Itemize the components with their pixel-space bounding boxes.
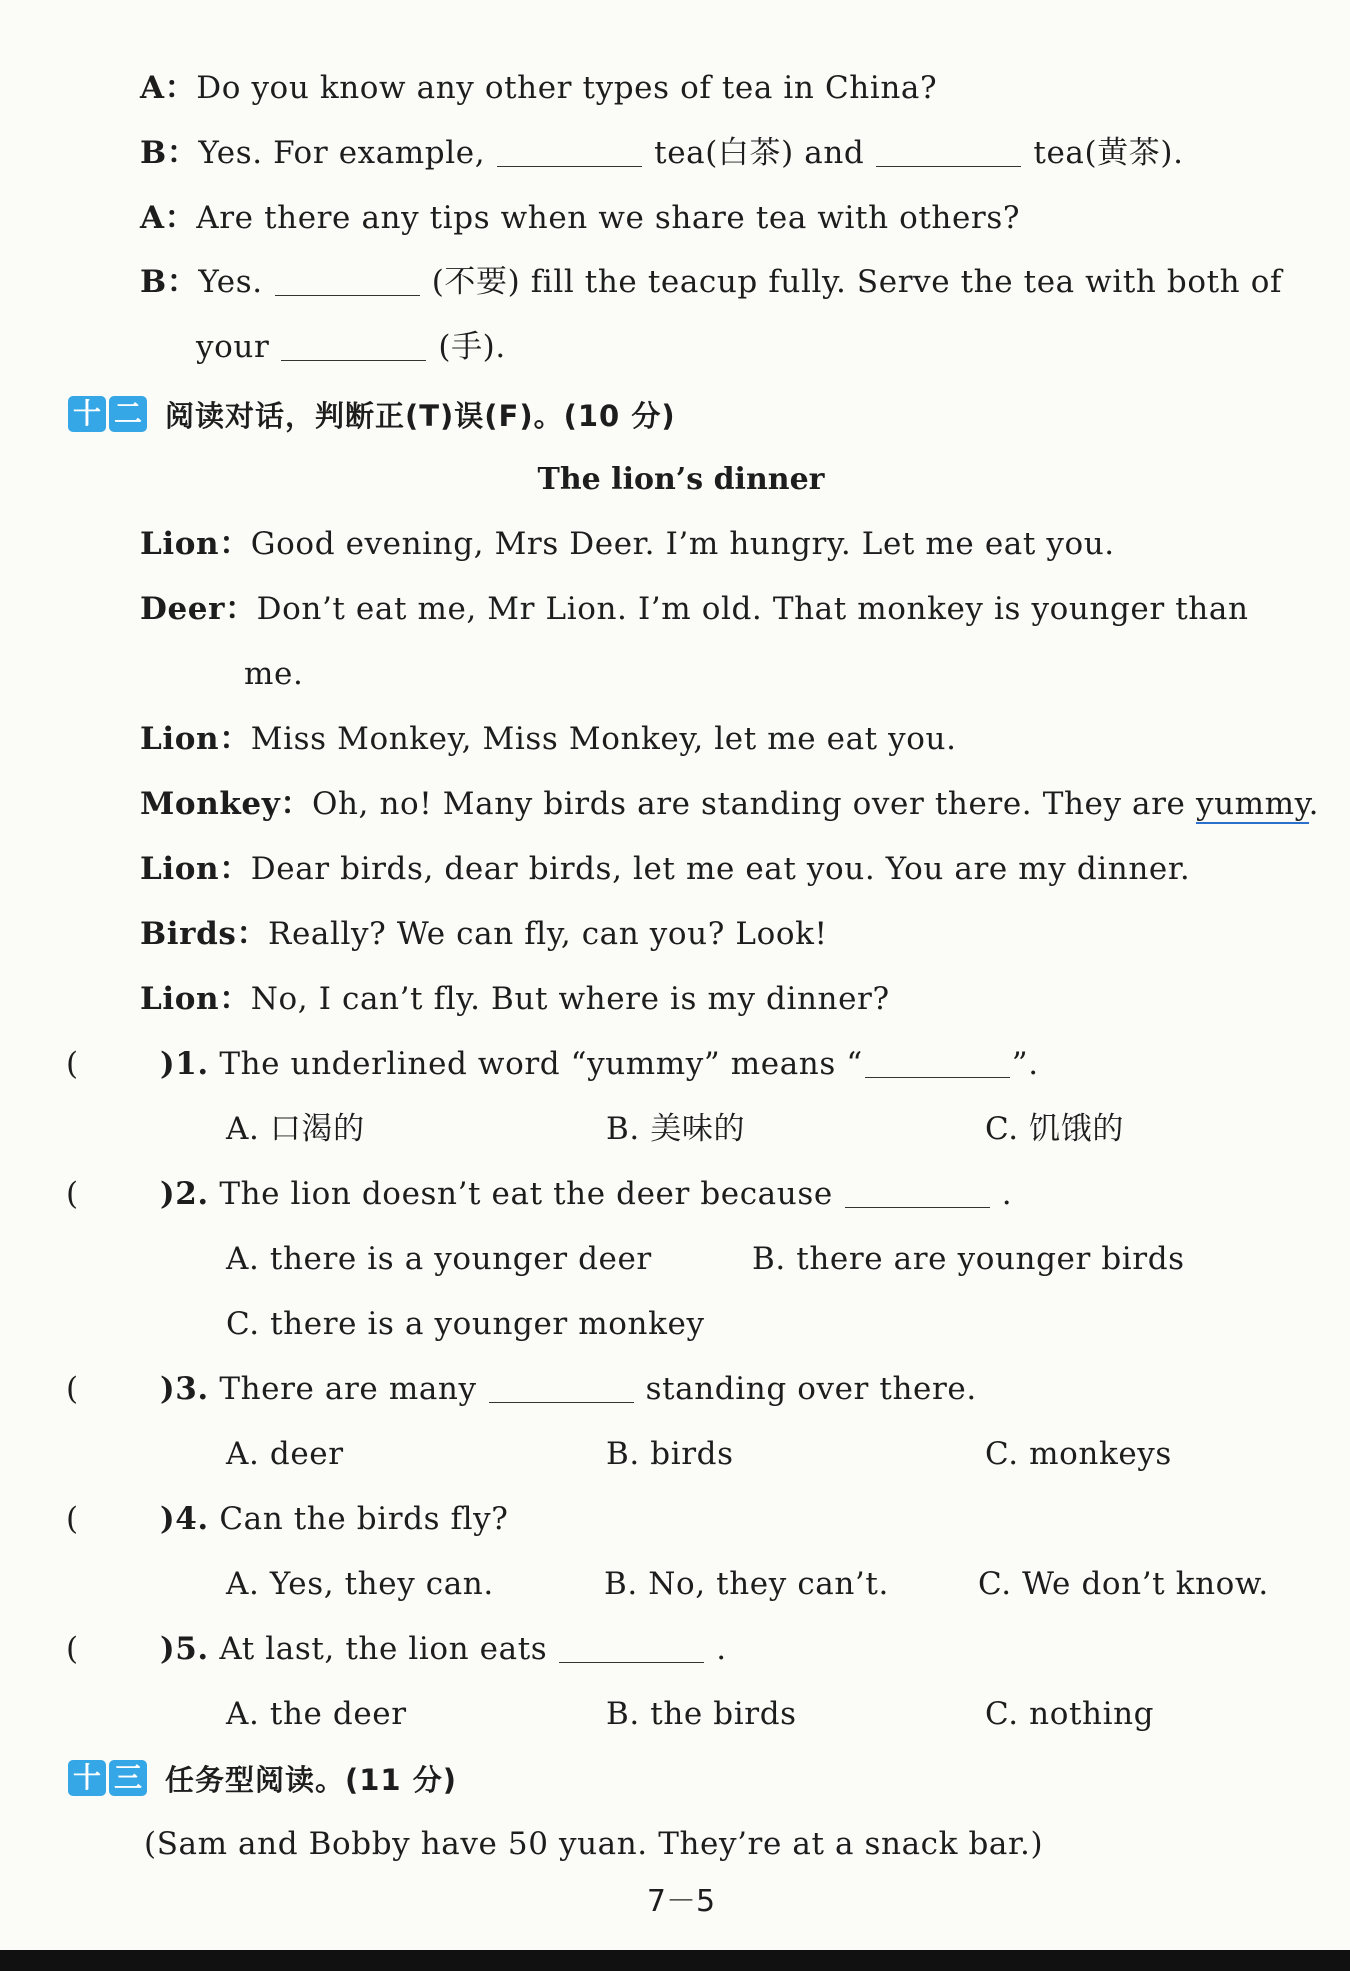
section-13-heading (68, 1758, 457, 1798)
question-text: . (1001, 1176, 1013, 1212)
section-title: 任务型阅读。(11 分) (165, 1762, 457, 1797)
speaker-label: Lion： (140, 851, 251, 887)
option-c[interactable]: C. nothing (985, 1696, 1155, 1732)
badge-char: 三 (109, 1760, 147, 1796)
answer-paren[interactable]: ( (66, 1371, 79, 1407)
story-line (244, 654, 303, 694)
question-text: At last, the lion eats (219, 1631, 548, 1667)
option-b[interactable]: B. birds (606, 1436, 734, 1472)
option-b[interactable]: B. 美味的 (606, 1111, 746, 1147)
story-line (140, 914, 828, 954)
story-text: Dear birds, dear birds, let me eat you. You are my dinner. (250, 851, 1191, 887)
question-number: )2. (160, 1176, 209, 1212)
dialogue-text: (不要) fill the teacup fully. Serve the tea with both of (431, 264, 1283, 300)
speaker-label: B： (140, 264, 199, 300)
answer-blank[interactable] (281, 330, 426, 361)
speaker-label: Monkey： (140, 786, 312, 822)
story-line (140, 589, 1249, 629)
story-line (140, 979, 890, 1019)
story-title: The lion’s dinner (537, 462, 825, 497)
dialogue-line-1 (140, 68, 937, 108)
badge-char: 十 (68, 396, 106, 432)
answer-paren[interactable]: ( (66, 1501, 79, 1537)
question-text: There are many (219, 1371, 477, 1407)
section-intro: (Sam and Bobby have 50 yuan. They’re at a snack bar.) (144, 1826, 1044, 1862)
dialogue-text: your (196, 329, 270, 365)
underlined-word: yummy (1195, 786, 1309, 822)
scan-edge (0, 1950, 1350, 1971)
option-c[interactable]: C. there is a younger monkey (226, 1306, 705, 1342)
question-4 (160, 1499, 508, 1539)
dialogue-line-5 (196, 327, 506, 367)
question-number: )4. (160, 1501, 209, 1537)
story-line (140, 849, 1190, 889)
dialogue-line-2 (140, 133, 1184, 173)
option-c[interactable]: C. 饥饿的 (985, 1111, 1124, 1147)
dialogue-text: Are there any tips when we share tea with others? (196, 200, 1021, 236)
question-text: Can the birds fly? (219, 1501, 509, 1537)
dialogue-text: Yes. (198, 264, 263, 300)
option-c[interactable]: C. We don’t know. (978, 1566, 1269, 1602)
dialogue-line-3 (140, 198, 1020, 238)
question-text: The lion doesn’t eat the deer because (219, 1176, 833, 1212)
option-c[interactable]: C. monkeys (985, 1436, 1172, 1472)
option-a[interactable]: A. Yes, they can. (226, 1566, 494, 1602)
answer-blank[interactable] (845, 1177, 990, 1208)
speaker-label: A： (140, 70, 197, 106)
dialogue-text: tea(白茶) and (654, 135, 865, 171)
question-number: )3. (160, 1371, 209, 1407)
story-text: Miss Monkey, Miss Monkey, let me eat you. (250, 721, 957, 757)
dialogue-text: tea(黄茶). (1033, 135, 1184, 171)
section-badge (68, 1760, 147, 1796)
speaker-label: Deer： (140, 591, 257, 627)
speaker-label: Lion： (140, 526, 251, 562)
option-b[interactable]: B. No, they can’t. (604, 1566, 889, 1602)
question-5 (160, 1629, 727, 1669)
story-line (140, 719, 957, 759)
answer-blank[interactable] (497, 136, 642, 167)
option-b[interactable]: B. there are younger birds (752, 1241, 1185, 1277)
answer-blank[interactable] (489, 1372, 634, 1403)
speaker-label: Lion： (140, 981, 251, 1017)
question-text: ”. (1011, 1046, 1039, 1082)
dialogue-text: Yes. For example, (198, 135, 486, 171)
question-text: standing over there. (645, 1371, 977, 1407)
answer-paren[interactable]: ( (66, 1046, 79, 1082)
answer-blank[interactable] (865, 1047, 1010, 1078)
question-number: )1. (160, 1046, 209, 1082)
speaker-label: Lion： (140, 721, 251, 757)
dialogue-line-4 (140, 262, 1282, 302)
question-text: The underlined word “yummy” means “ (219, 1046, 863, 1082)
question-3 (160, 1369, 977, 1409)
page-number: 7－5 (646, 1884, 716, 1919)
option-a[interactable]: A. 口渴的 (226, 1111, 365, 1147)
section-badge (68, 396, 147, 432)
dialogue-text: Do you know any other types of tea in China? (196, 70, 938, 106)
option-a[interactable]: A. deer (226, 1436, 344, 1472)
option-a[interactable]: A. the deer (226, 1696, 407, 1732)
question-text: . (716, 1631, 727, 1667)
story-text: No, I can’t fly. But where is my dinner? (250, 981, 890, 1017)
answer-blank[interactable] (275, 265, 420, 296)
question-1 (160, 1044, 1039, 1084)
question-2 (160, 1174, 1012, 1214)
question-number: )5. (160, 1631, 209, 1667)
speaker-label: A： (140, 200, 197, 236)
story-line (140, 524, 1115, 564)
story-text: . (1308, 786, 1320, 822)
story-text: me. (244, 656, 304, 692)
answer-blank[interactable] (876, 136, 1021, 167)
option-a[interactable]: A. there is a younger deer (226, 1241, 652, 1277)
story-text: Oh, no! Many birds are standing over there. They are (311, 786, 1196, 822)
dialogue-text: (手). (438, 329, 506, 365)
option-b[interactable]: B. the birds (606, 1696, 797, 1732)
story-line (140, 784, 1319, 824)
section-title: 阅读对话，判断正(T)误(F)。(10 分) (165, 398, 676, 433)
answer-paren[interactable]: ( (66, 1631, 79, 1667)
answer-paren[interactable]: ( (66, 1176, 79, 1212)
answer-blank[interactable] (559, 1632, 704, 1663)
story-text: Really? We can fly, can you? Look! (268, 916, 828, 952)
section-12-heading (68, 394, 676, 434)
badge-char: 十 (68, 1760, 106, 1796)
speaker-label: Birds： (140, 916, 269, 952)
badge-char: 二 (109, 396, 147, 432)
story-text: Good evening, Mrs Deer. I’m hungry. Let me eat you. (250, 526, 1115, 562)
story-text: Don’t eat me, Mr Lion. I’m old. That monkey is younger than (256, 591, 1249, 627)
speaker-label: B： (140, 135, 199, 171)
